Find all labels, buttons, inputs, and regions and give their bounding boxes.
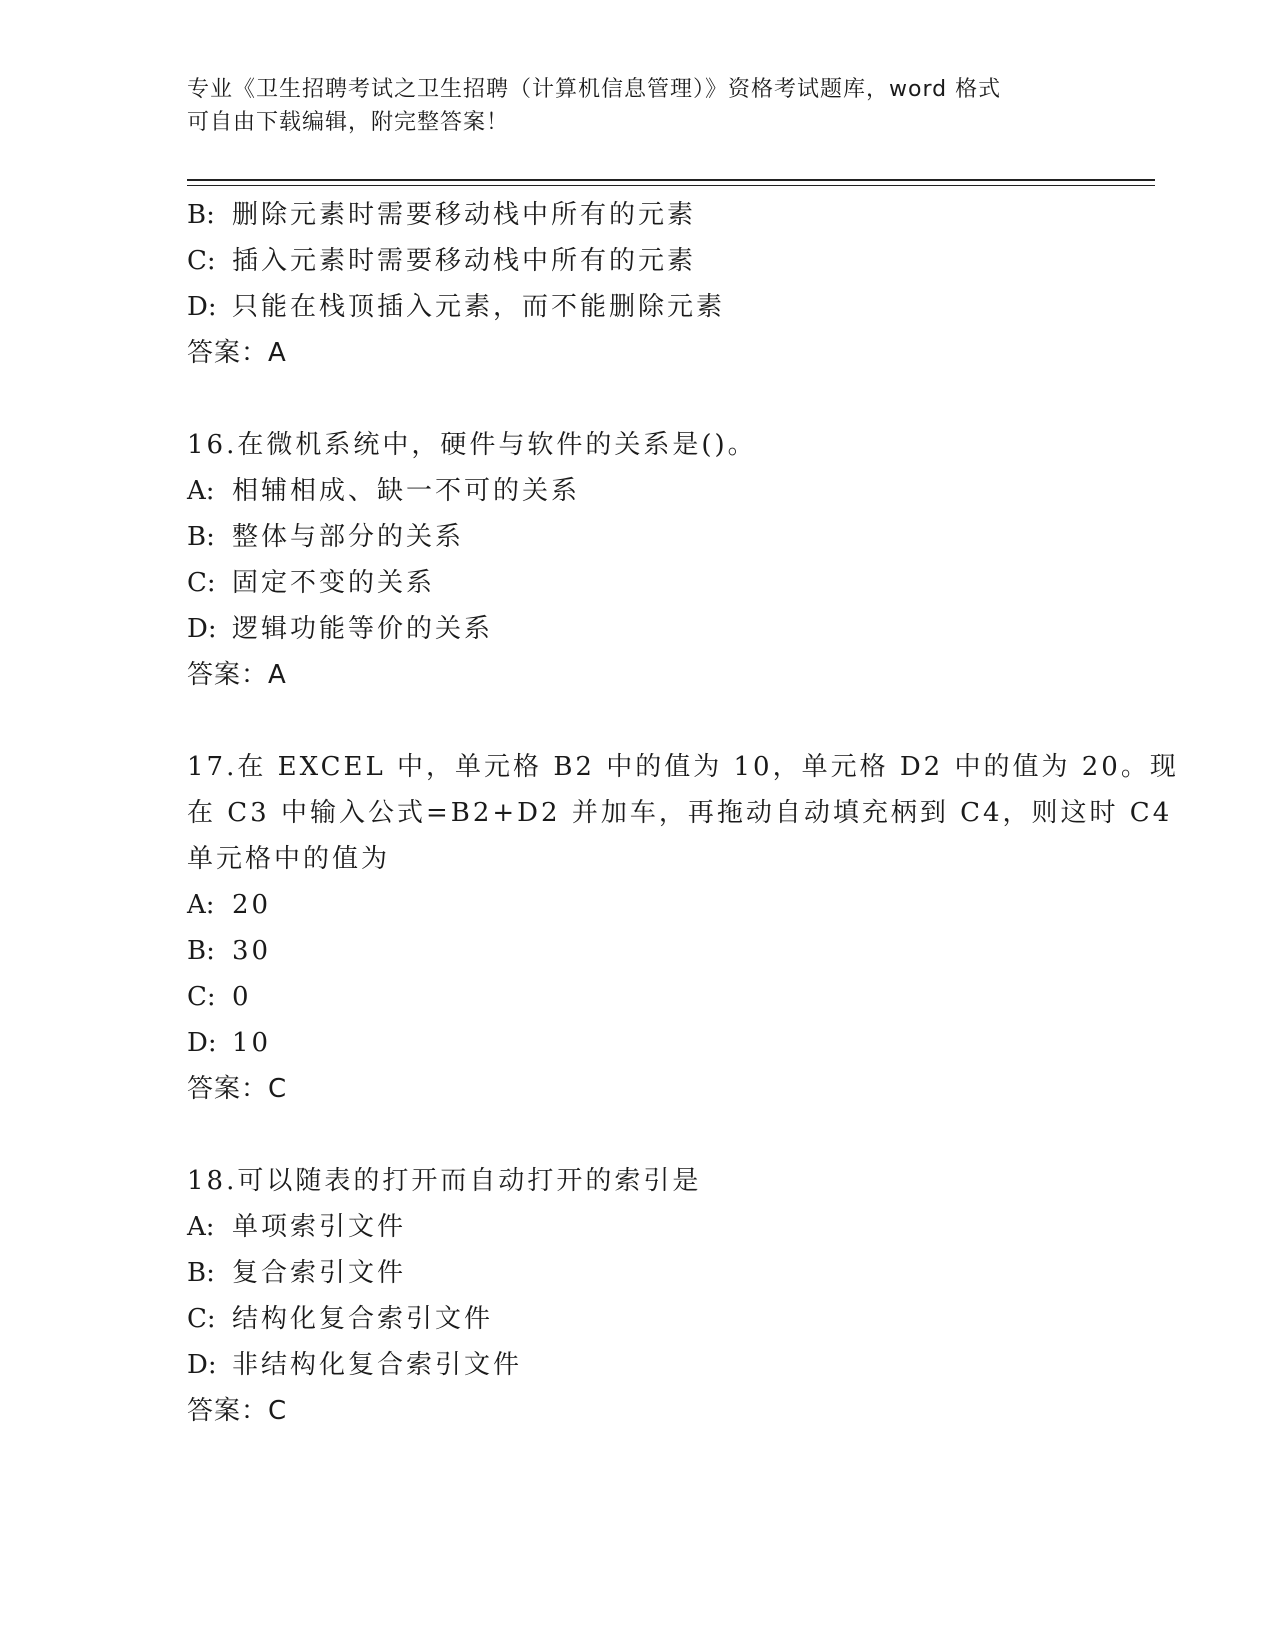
spacer [187, 1112, 1087, 1158]
option-prefix: C: [187, 982, 216, 1012]
option-b [187, 192, 1087, 238]
question-content [187, 192, 1179, 1434]
option-text: 非结构化复合索引文件 [232, 1350, 523, 1380]
option-d [187, 284, 1087, 330]
option-text: 固定不变的关系 [232, 568, 436, 598]
option-prefix: A: [187, 890, 215, 920]
question-17 [187, 744, 1179, 1112]
option-prefix: D: [187, 1028, 217, 1058]
question-18 [187, 1158, 1087, 1434]
option-c [187, 974, 1087, 1020]
option-text: 30 [232, 936, 272, 966]
answer-line: 答案：C [187, 1074, 288, 1104]
option-text: 插入元素时需要移动栈中所有的元素 [232, 246, 697, 276]
question-stem-line-2: 在 C3 中输入公式=B2+D2 并加车，再拖动自动填充柄到 C4，则这时 C4 [187, 798, 1173, 828]
option-prefix: B: [187, 936, 215, 966]
option-text: 逻辑功能等价的关系 [232, 614, 494, 644]
answer-line: 答案：A [187, 338, 287, 368]
option-prefix: C: [187, 1304, 216, 1334]
option-text: 相辅相成、缺一不可的关系 [232, 476, 581, 506]
spacer [187, 698, 1087, 744]
option-b [187, 1250, 1087, 1296]
header-divider-thick [187, 179, 1155, 181]
header-line-1: 专业《卫生招聘考试之卫生招聘（计算机信息管理）》资格考试题库，word 格式 [187, 77, 1002, 102]
answer-line: 答案：C [187, 1396, 288, 1426]
option-c [187, 1296, 1087, 1342]
option-prefix: D: [187, 614, 217, 644]
option-a [187, 882, 1087, 928]
header-divider-thin [187, 185, 1155, 186]
option-text: 复合索引文件 [232, 1258, 407, 1288]
option-d [187, 606, 1087, 652]
question-stem: 18.可以随表的打开而自动打开的索引是 [187, 1166, 702, 1196]
option-text: 删除元素时需要移动栈中所有的元素 [232, 200, 697, 230]
option-prefix: A: [187, 1212, 215, 1242]
option-b [187, 928, 1087, 974]
document-header [187, 73, 1067, 139]
answer-line: 答案：A [187, 660, 287, 690]
question-stem: 16.在微机系统中，硬件与软件的关系是()。 [187, 430, 757, 460]
question-15-tail [187, 192, 1087, 376]
option-d [187, 1020, 1087, 1066]
option-text: 20 [232, 890, 272, 920]
option-text: 整体与部分的关系 [232, 522, 465, 552]
option-prefix: D: [187, 292, 217, 322]
spacer [187, 376, 1087, 422]
header-line-2: 可自由下载编辑，附完整答案！ [187, 110, 510, 135]
option-text: 单项索引文件 [232, 1212, 407, 1242]
option-prefix: B: [187, 1258, 215, 1288]
option-text: 0 [232, 982, 252, 1012]
question-16 [187, 422, 1087, 698]
option-prefix: C: [187, 246, 216, 276]
question-stem-line-3: 单元格中的值为 [187, 844, 391, 874]
option-a [187, 1204, 1087, 1250]
option-prefix: B: [187, 200, 215, 230]
option-c [187, 560, 1087, 606]
option-d [187, 1342, 1087, 1388]
option-text: 结构化复合索引文件 [232, 1304, 494, 1334]
option-prefix: C: [187, 568, 216, 598]
question-stem-line-1: 17.在 EXCEL 中，单元格 B2 中的值为 10，单元格 D2 中的值为 20。现 [187, 752, 1179, 782]
option-text: 只能在栈顶插入元素，而不能删除元素 [232, 292, 726, 322]
option-prefix: A: [187, 476, 215, 506]
option-a [187, 468, 1087, 514]
option-b [187, 514, 1087, 560]
option-prefix: D: [187, 1350, 217, 1380]
option-c [187, 238, 1087, 284]
option-prefix: B: [187, 522, 215, 552]
option-text: 10 [232, 1028, 272, 1058]
